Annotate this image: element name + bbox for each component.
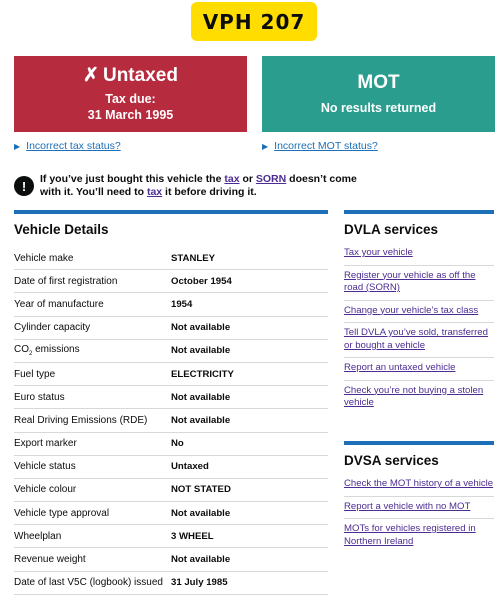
details-row (14, 572, 328, 595)
incorrect-mot-status-toggle[interactable] (262, 140, 378, 152)
details-row (14, 525, 328, 548)
details-row-value: October 1954 (171, 275, 232, 287)
details-row (14, 479, 328, 502)
details-row (14, 502, 328, 525)
mot-status-title: MOT (357, 72, 400, 93)
details-row-label: Euro status (14, 391, 65, 403)
dvla-services-divider (344, 210, 494, 214)
details-row-value: ELECTRICITY (171, 368, 234, 380)
dvsa-service-link[interactable]: MOTs for vehicles registered in Northern Ireland (344, 523, 476, 547)
dvla-service-link[interactable]: Report an untaxed vehicle (344, 358, 494, 381)
details-row-label: Vehicle make (14, 252, 74, 264)
details-row (14, 317, 328, 340)
dvla-service-link[interactable]: Tax your vehicle (344, 243, 494, 266)
sorn-link[interactable]: SORN (255, 173, 287, 185)
details-row-value: Not available (171, 345, 231, 357)
vehicle-details-table (14, 247, 328, 595)
dvla-services-list (344, 243, 494, 415)
details-row-label: Cylinder capacity (14, 322, 91, 334)
details-row (14, 293, 328, 316)
details-row-value: Not available (171, 554, 231, 566)
details-row (14, 270, 328, 293)
details-row-value: 3 WHEEL (171, 530, 214, 542)
details-row-value: No (171, 438, 184, 450)
incorrect-tax-status-toggle[interactable] (14, 140, 121, 152)
details-row-value: STANLEY (171, 252, 216, 264)
tax-due-label: Tax due: (105, 92, 156, 106)
warning-notice (14, 173, 364, 199)
details-row (14, 363, 328, 386)
details-row-value: Untaxed (171, 461, 209, 473)
details-row-label: Date of last V5C (logbook) issued (14, 577, 163, 589)
details-row (14, 247, 328, 270)
dvsa-services-list (344, 474, 494, 553)
vehicle-details-title: Vehicle Details (14, 222, 109, 237)
details-row-value: Not available (171, 391, 231, 403)
incorrect-tax-status-link[interactable]: Incorrect tax status? (26, 140, 121, 152)
details-row (14, 386, 328, 409)
dvsa-services-title: DVSA services (344, 453, 439, 468)
mot-status-text: No results returned (320, 101, 437, 115)
dvsa-services-divider (344, 441, 494, 445)
details-row (14, 433, 328, 456)
tax-status-panel (14, 56, 247, 132)
details-row-label: Export marker (14, 438, 77, 450)
details-row-label: Wheelplan (14, 530, 62, 542)
details-row-label: Fuel type (14, 368, 56, 380)
details-row (14, 340, 328, 363)
exclamation-icon: ! (14, 176, 34, 196)
details-row-value: Not available (171, 322, 231, 334)
number-plate: VPH 207 (191, 2, 317, 41)
dvla-services-title: DVLA services (344, 222, 439, 237)
dvla-service-link[interactable]: Register your vehicle as off the road (SORN) (344, 266, 494, 301)
warning-text: If you’ve just bought this vehicle the tax or SORN doesn’t come with it. You’ll need to tax it before driving it. (40, 173, 357, 198)
tax-status-title (83, 65, 178, 87)
dvla-service-link[interactable]: Change your vehicle’s tax class (344, 301, 494, 324)
tax-link-2[interactable]: tax (146, 186, 163, 198)
triangle-right-icon: ▶ (14, 141, 21, 151)
incorrect-mot-status-link[interactable]: Incorrect MOT status? (274, 140, 378, 152)
dvla-service-link[interactable]: Check you’re not buying a stolen vehicle (344, 384, 484, 408)
details-row-value: Not available (171, 507, 231, 519)
details-row-value: 31 July 1985 (171, 577, 228, 589)
details-row-value: 1954 (171, 298, 193, 310)
details-row-label: $CO_2$ emissions (14, 344, 80, 358)
tax-due-date: 31 March 1995 (87, 108, 174, 122)
details-row-label: Revenue weight (14, 554, 86, 566)
details-row-label: Date of first registration (14, 275, 118, 287)
details-row (14, 456, 328, 479)
details-row (14, 548, 328, 571)
dvsa-service-link[interactable]: Report a vehicle with no MOT (344, 497, 494, 520)
details-row-value: NOT STATED (171, 484, 231, 496)
cross-icon: ✗ (83, 65, 99, 86)
details-row-value: Not available (171, 414, 231, 426)
tax-status-label: Untaxed (102, 65, 178, 86)
tax-link[interactable]: tax (224, 173, 240, 185)
details-row (14, 409, 328, 432)
dvsa-service-link[interactable]: Check the MOT history of a vehicle (344, 474, 494, 497)
details-row-label: Real Driving Emissions (RDE) (14, 414, 148, 426)
mot-status-panel (262, 56, 495, 132)
triangle-right-icon: ▶ (262, 141, 269, 151)
details-row-label: Vehicle colour (14, 484, 77, 496)
dvla-service-link[interactable]: Tell DVLA you’ve sold, transferred or bought a vehicle (344, 323, 494, 358)
details-row-label: Year of manufacture (14, 298, 104, 310)
details-row-label: Vehicle status (14, 461, 76, 473)
vehicle-details-divider (14, 210, 328, 214)
details-row-label: Vehicle type approval (14, 507, 110, 519)
